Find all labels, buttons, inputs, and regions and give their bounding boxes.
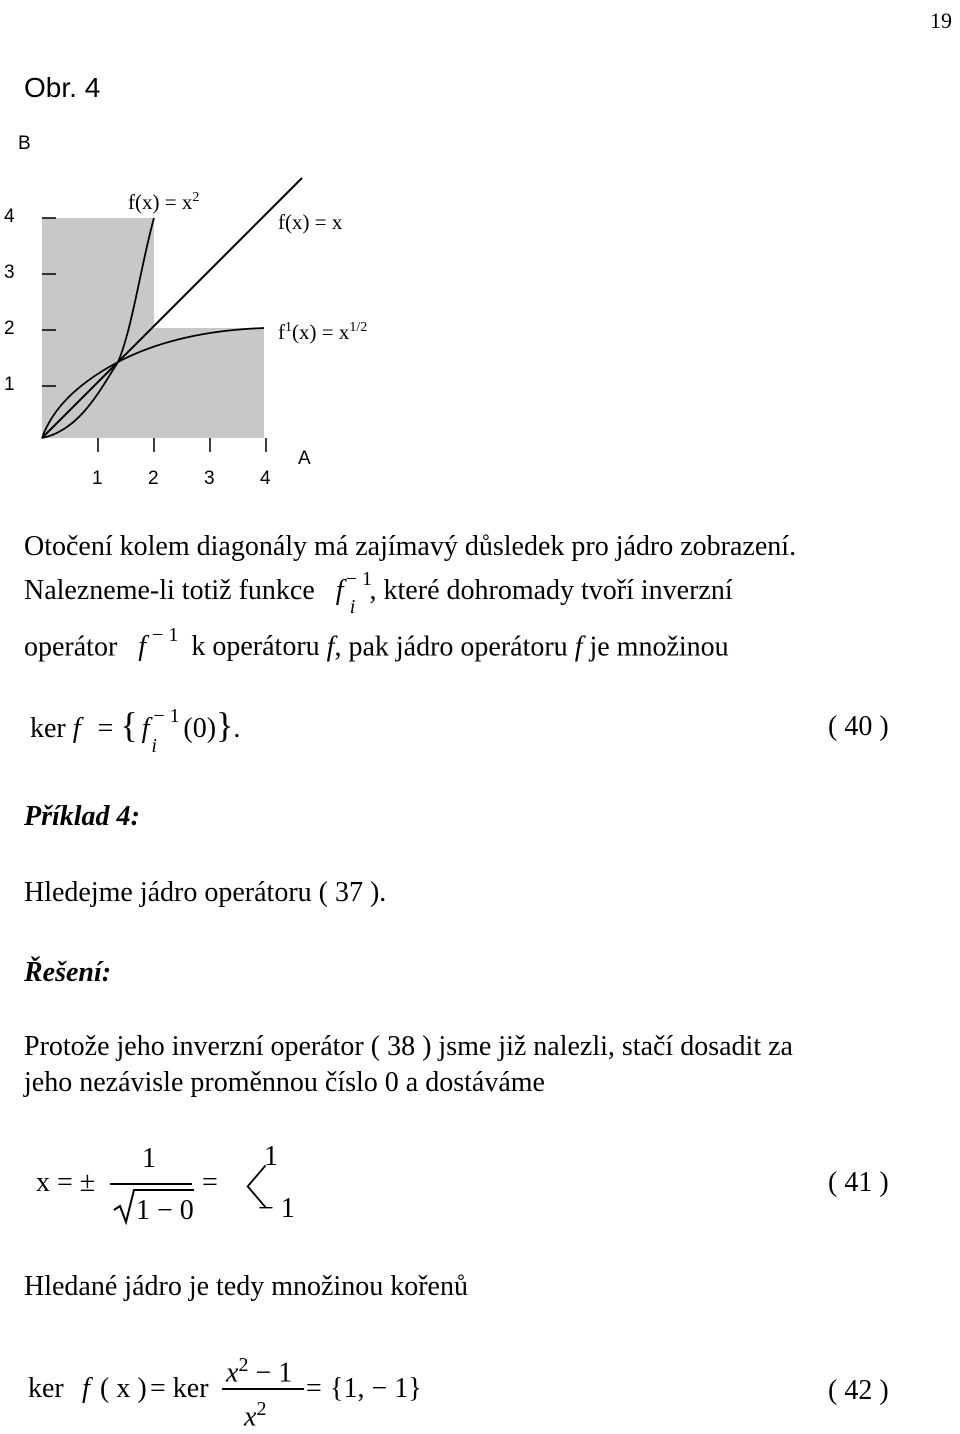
eq41-eq: = [202, 1167, 218, 1198]
eq42-denominator: $x^2$ [244, 1398, 267, 1433]
x-tick-label-3: 3 [204, 468, 215, 489]
solution-heading: Řešení: [24, 957, 112, 988]
eq42-eq2: = [306, 1373, 322, 1404]
eq41-denominator: 1 − 0 [136, 1195, 194, 1226]
page-number: 19 [930, 8, 952, 33]
equation-40: ker f = { f − 1 i (0)}. [30, 705, 241, 757]
y-tick-label-2: 2 [4, 318, 15, 339]
eq42-f: f [82, 1373, 90, 1404]
y-tick-label-1: 1 [4, 374, 15, 395]
para1-line1: Otočení kolem diagonály má zajímavý důsledek pro jádro zobrazení. [24, 531, 797, 562]
example-heading: Příklad 4: [24, 801, 140, 832]
eq41-fraction-bar [110, 1183, 192, 1185]
eq42-eq1: = ker [150, 1373, 209, 1404]
eq41-top: 1 [264, 1141, 278, 1172]
eq42-numerator: $x^2 - 1$ [226, 1354, 293, 1389]
x-tick-label-4: 4 [260, 468, 271, 489]
eq41-angle: 〈 [222, 1163, 268, 1214]
figure-4-plot [0, 120, 420, 500]
example-text: Hledejme jádro operátoru ( 37 ). [24, 877, 387, 908]
eq41-numerator: 1 [142, 1143, 156, 1174]
y-tick-label-3: 3 [4, 262, 15, 283]
conclusion-text: Hledané jádro je tedy množinou kořenů [24, 1271, 468, 1302]
eq41-lhs: x = ± [36, 1167, 96, 1198]
curve-inverse-label: $f^1(x) = x^{1/2}$ [278, 320, 368, 344]
y-tick-label-4: 4 [4, 206, 15, 227]
equation-41-number: ( 41 ) [828, 1167, 889, 1198]
equation-40-number: ( 40 ) [828, 711, 889, 742]
para1-line2: Nalezneme-li totiž funkce f − 1 i , které dohromady tvoří inverzní [24, 568, 733, 618]
curve-identity-label: f(x) = x [278, 210, 343, 234]
x-tick-label-1: 1 [92, 468, 103, 489]
axis-y-label: B [18, 133, 31, 154]
x-tick-label-2: 2 [148, 468, 159, 489]
eq42-fraction-bar [222, 1388, 304, 1390]
axis-x-label: A [298, 448, 311, 469]
equation-42-number: ( 42 ) [828, 1375, 889, 1406]
eq41-bottom: − 1 [258, 1193, 295, 1224]
para1-line3: operátor f $^{- 1}$ k operátoru f, pak jádro operátoru f je množinou [24, 624, 729, 663]
eq42-set: {1, − 1} [330, 1373, 422, 1404]
eq42-arg: ( x ) [100, 1373, 147, 1404]
solution-line1: Protože jeho inverzní operátor ( 38 ) jsme již nalezli, stačí dosadit za [24, 1031, 793, 1062]
solution-line2: jeho nezávisle proměnnou číslo 0 a dostáváme [24, 1067, 545, 1098]
figure-title: Obr. 4 [24, 72, 101, 103]
curve-square-label: $f(x) = x^2$ [128, 190, 200, 214]
eq42-ker: ker [28, 1373, 64, 1404]
